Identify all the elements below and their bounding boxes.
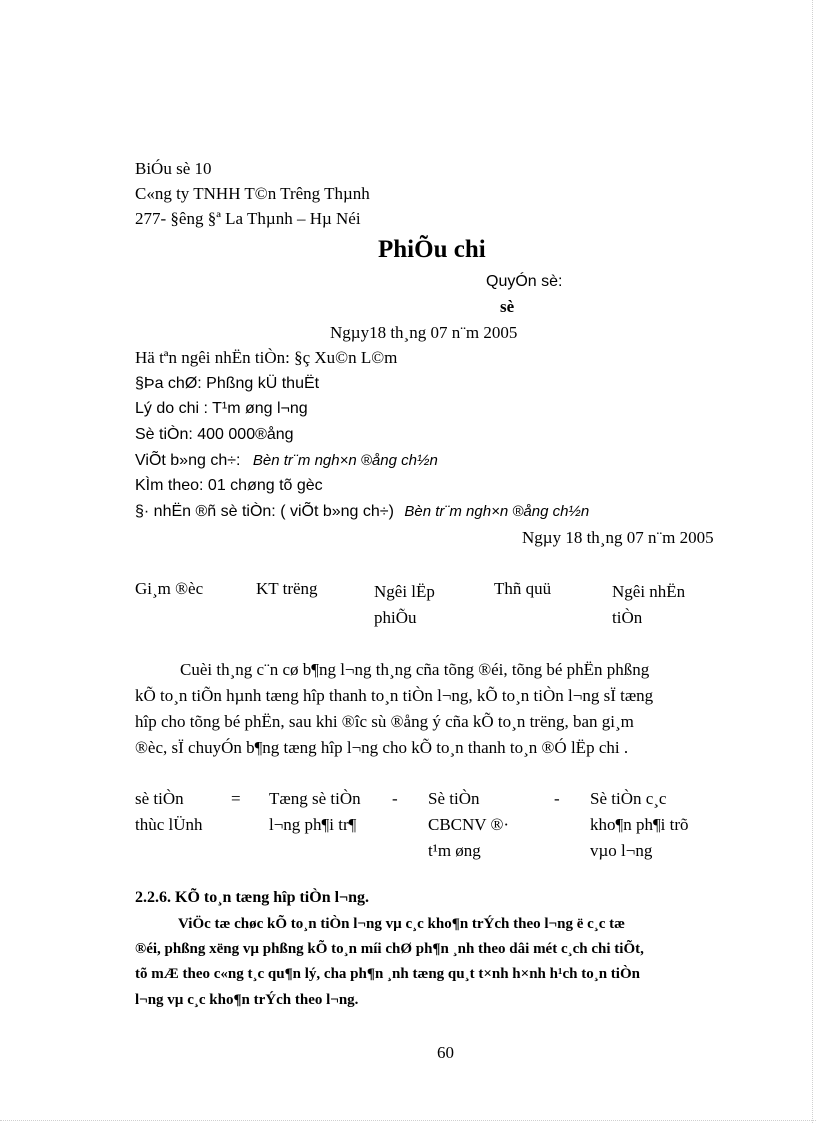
voucher-title: PhiÕu chi <box>378 236 486 263</box>
receiver-name: Hä tªn ngêi nhËn tiÒn: §ç Xu©n L©m <box>135 348 398 367</box>
formula-total-salary <box>269 786 361 838</box>
receiver-address: §Þa chØ: Phßng kÜ thuËt <box>135 375 320 392</box>
formula-text: Sè tiÒn <box>428 789 480 808</box>
signature-director <box>135 579 203 599</box>
formula-net-salary <box>135 786 203 838</box>
section-line: tõ mÆ theo c«ng t¸c qu¶n lý, cha ph¶n ¸nh tæng qu¸t t×nh h×nh h¹ch to¸n tiÒn <box>135 966 640 982</box>
received-amount-label: §· nhËn ®ñ sè tiÒn: ( viÕt b»ng ch÷) <box>135 503 394 520</box>
voucher-date: Ngµy18 th¸ng 07 n¨m 2005 <box>330 323 518 342</box>
company-address: 277- §êng §ª La Thµnh – Hµ Néi <box>135 209 361 228</box>
signature-label-line2: tiÒn <box>612 608 643 627</box>
paragraph-line: Cuèi th¸ng c¨n cø b¶ng l¬ng th¸ng cña tõng ®éi, tõng bé phËn phßng <box>180 660 650 679</box>
formula-text: Tæng sè tiÒn <box>269 789 361 808</box>
payment-amount: Sè tiÒn: 400 000®ång <box>135 426 294 443</box>
formula-minus: - <box>554 789 560 808</box>
paragraph-line: kÕ to¸n tiÕn hµnh tæng hîp thanh to¸n tiÒn l¬ng, kÕ to¸n tiÒn l¬ng sÏ tæng <box>135 686 654 705</box>
section-line: l¬ng vµ c¸c kho¶n trÝch theo l¬ng. <box>135 992 359 1008</box>
signature-label: Ngêi lËp <box>374 582 435 601</box>
signature-label: Thñ quü <box>494 579 552 598</box>
formula-text: kho¶n ph¶i trõ <box>590 815 689 834</box>
company-name: C«ng ty TNHH T©n Trêng Thµnh <box>135 184 370 203</box>
received-amount <box>135 502 589 522</box>
signature-label: Gi¸m ®èc <box>135 579 204 598</box>
formula-deductions <box>590 786 689 864</box>
received-amount-value: Bèn tr¨m ngh×n ®ång ch½n <box>404 503 590 520</box>
signature-date: Ngµy 18 th¸ng 07 n¨m 2005 <box>522 528 714 547</box>
formula-equals: = <box>231 789 241 808</box>
signature-label: Ngêi nhËn <box>612 582 686 601</box>
formula-text: l¬ng ph¶i tr¶ <box>269 815 357 834</box>
formula-minus: - <box>392 789 398 808</box>
formula-text: t¹m øng <box>428 841 481 860</box>
attached-documents: KÌm theo: 01 chøng tõ gèc <box>135 477 323 494</box>
section-line: ViÖc tæ chøc kÕ to¸n tiÒn l¬ng vµ c¸c kho¶n trÝch theo l¬ng ë c¸c tæ <box>178 916 625 932</box>
section-line: ®éi, phßng xëng vµ phßng kÕ to¸n míi chØ ph¶n ¸nh theo dâi mét c¸ch chi tiÕt, <box>135 941 644 957</box>
signature-recipient <box>612 579 685 631</box>
signature-cashier <box>494 579 551 599</box>
amount-in-words-label: ViÕt b»ng ch÷: <box>135 452 241 469</box>
formula-advance <box>428 786 509 864</box>
signature-chief-accountant <box>256 579 318 599</box>
formula-text: vµo l¬ng <box>590 841 653 860</box>
page-edge-right <box>812 0 813 1123</box>
form-number: BiÓu sè 10 <box>135 159 212 178</box>
section-heading: 2.2.6. KÕ to¸n tæng hîp tiÒn l¬ng. <box>135 889 370 906</box>
signature-label-line2: phiÕu <box>374 608 417 627</box>
signature-label: KT trëng <box>256 579 318 598</box>
formula-text: sè tiÒn <box>135 789 184 808</box>
voucher-number: sè <box>500 297 515 316</box>
paragraph-line: ®èc, sÏ chuyÓn b¶ng tæng hîp l¬ng cho kÕ to¸n thanh to¸n ®Ó lËp chi . <box>135 738 629 757</box>
formula-text: Sè tiÒn c¸c <box>590 789 667 808</box>
book-number: QuyÓn sè: <box>486 273 563 290</box>
paragraph-line: hîp cho tõng bé phËn, sau khi ®îc sù ®ång ý cña kÕ to¸n trëng, ban gi¸m <box>135 712 634 731</box>
formula-text: thùc lÜnh <box>135 815 203 834</box>
payment-reason: Lý do chi : T¹m øng l¬ng <box>135 400 308 417</box>
amount-in-words <box>135 451 438 471</box>
formula-text: CBCNV ®· <box>428 815 510 834</box>
page-edge-bottom <box>0 1120 816 1121</box>
signature-preparer <box>374 579 435 631</box>
page-number: 60 <box>437 1043 454 1062</box>
amount-in-words-value: Bèn tr¨m ngh×n ®ång ch½n <box>252 452 438 469</box>
